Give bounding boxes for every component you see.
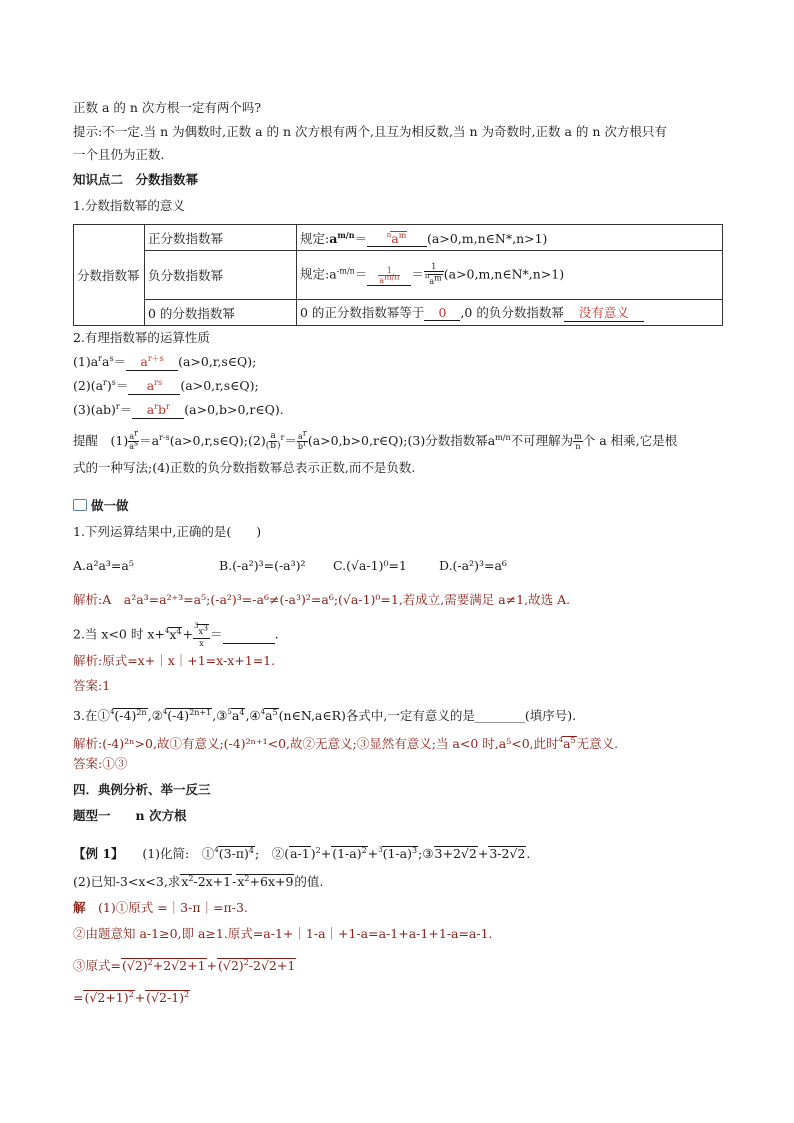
rule-suffix: (a>0,m,n∈N*,n>1) bbox=[427, 230, 548, 246]
section-title-fraction-exponent: 知识点二 分数指数幂 bbox=[73, 172, 199, 187]
subsection-meaning-title: 1.分数指数幂的意义 bbox=[73, 198, 185, 213]
reminder-line-1: 提醒 (1) $\frac{a^r}{a^s}$ $=a^{r-s}(a>0,r,s\in Q);(2)$( $\frac{a}{b}$ )$^r$＝ $\frac{a^r}{b^r}$ (a>0,b>0,r∈Q);(3)分数指数幂$a^{m/n}$不可理解为 $\frac{m}{n}$ 个 a 相乘,它是根 bbox=[73, 428, 678, 451]
fraction-exponent-table bbox=[73, 224, 723, 326]
solution-line-4: $=(√2+1)^2+(√2-1)^2$ bbox=[73, 989, 190, 1005]
zero-text-a: 0 的正分数指数幂等于 bbox=[300, 305, 425, 320]
q1-option-d: D.(-a²)³=a⁶ bbox=[439, 558, 507, 573]
property-3: $(3)(ab)^r= a^rb^r$ (a>0,b>0,r∈Q). bbox=[73, 401, 284, 417]
q1-option-c: C.(√a-1)⁰=1 bbox=[333, 558, 407, 573]
table-cell-rule bbox=[297, 300, 723, 326]
reminder-line-2: 式的一种写法;(4)正数的负分数指数幂总表示正数,而不是负数. bbox=[73, 460, 416, 475]
section-4-title: 四．典例分析、举一反三 bbox=[73, 782, 211, 797]
q3-answer: 答案:①③ bbox=[73, 756, 128, 771]
example-1-part-2: (2)已知-3<x<3,求$x^2-2x+1-x^2+6x+9$的值. bbox=[73, 873, 324, 889]
table-row-header: 分数指数幂 bbox=[74, 225, 145, 326]
hint-line-1: 提示:不一定.当 n 为偶数时,正数 a 的 n 次方根有两个,且互为相反数,当 n 为奇数时,正数 a 的 n 次方根只有 bbox=[73, 124, 667, 139]
type-1-title: 题型一 n 次方根 bbox=[73, 808, 187, 823]
table-cell-rule: 规定$:a^{-m/n}=$ $\frac{1}{a^{m/n}}$ ＝ $\frac{1}{na^m}$ (a>0,m,n∈N*,n>1) bbox=[297, 251, 723, 300]
note-icon bbox=[73, 499, 87, 511]
answer-blank: $^na^m$ bbox=[367, 231, 427, 247]
rule-suffix: (a>0,m,n∈N*,n>1) bbox=[443, 266, 565, 282]
answer-blank: $a^{rs}$ bbox=[128, 378, 180, 395]
solution-line-1: 解 (1)①原式 =｜3-π｜=π-3. bbox=[73, 900, 248, 915]
practice-heading: 做一做 bbox=[73, 498, 129, 514]
table-cell-label: 正分数指数幂 bbox=[145, 225, 297, 251]
q2-solution: 解析:原式=x+｜x｜+1=x-x+1=1. bbox=[73, 653, 276, 668]
property-2: $(2)(a^r)^s= a^{rs}$ (a>0,r,s∈Q); bbox=[73, 377, 259, 393]
table-cell-rule: 规定$:a^{m/n}= ^na^m$ (a>0,m,n∈N*,n>1) bbox=[297, 225, 723, 251]
answer-blank bbox=[223, 627, 275, 644]
example-1: 【例 1】 (1)化简: $①^4(3-\pi)^4$; $②(a-1)^2+(1-a)^2+^3(1-a)^3;③3+2√2+3-2√2$. bbox=[73, 845, 531, 861]
question-1: 1.下列运算结果中,正确的是( ) bbox=[73, 524, 262, 539]
q1-option-b: B.(-a²)³=(-a³)² bbox=[219, 558, 306, 573]
table-cell-label: 0 的分数指数幂 bbox=[145, 300, 297, 326]
q2-answer: 答案:1 bbox=[73, 678, 111, 693]
answer-blank: 没有意义 bbox=[564, 303, 644, 322]
property-1: $(1)a^ra^s= a^{r+s}$ (a>0,r,s∈Q); bbox=[73, 353, 257, 369]
rule-prefix: 规定: bbox=[300, 266, 330, 282]
question-2: 2.当 x<0 时 $x+^4x^4+$ $\frac{3x^3}{x}$ ＝ . bbox=[73, 622, 279, 648]
answer-blank: $a^{r+s}$ bbox=[126, 354, 178, 371]
zero-text-b: ,0 的负分数指数幂 bbox=[460, 305, 564, 320]
question-title: 正数 a 的 n 次方根一定有两个吗? bbox=[73, 100, 262, 115]
table-cell-label: 负分数指数幂 bbox=[145, 251, 297, 300]
question-3: 3.在$①^4(-4)^{2n},②^4(-4)^{2n+1},③^5a^4,④^4a^5(n\in N,a\in R)$各式中,一定有意义的是________(填序号). bbox=[73, 707, 577, 723]
answer-blank: $\frac{1}{a^{m/n}}$ bbox=[367, 266, 411, 286]
solution-line-3: ③原式$=(√2)^2+2√2+1+(√2)^2-2√2+1$ bbox=[73, 957, 296, 973]
hint-line-2: 一个且仍为正数. bbox=[73, 147, 165, 162]
subsection-properties-title: 2.有理指数幂的运算性质 bbox=[73, 330, 210, 345]
answer-blank: 0 bbox=[424, 305, 460, 321]
answer-blank: $a^rb^r$ bbox=[132, 402, 184, 419]
solution-line-2: ②由题意知 a-1≥0,即 a≥1.原式=a-1+｜1-a｜+1-a=a-1+a-1+1-a=a-1. bbox=[73, 926, 493, 941]
q3-solution: 解析:(-4)²ⁿ>0,故①有意义;(-4)²ⁿ⁺¹<0,故②无意义;③显然有意义;当 a<0 时,a⁵<0,此时$^4a^5$无意义. bbox=[73, 735, 619, 751]
rule-prefix: 规定: bbox=[300, 230, 330, 246]
q1-solution: 解析:A a²a³=a²⁺³=a⁵;(-a²)³=-a⁶≠(-a³)²=a⁶;(√a-1)⁰=1,若成立,需要满足 a≠1,故选 A. bbox=[73, 592, 571, 607]
q1-option-a: A.a²a³=a⁵ bbox=[73, 558, 134, 573]
